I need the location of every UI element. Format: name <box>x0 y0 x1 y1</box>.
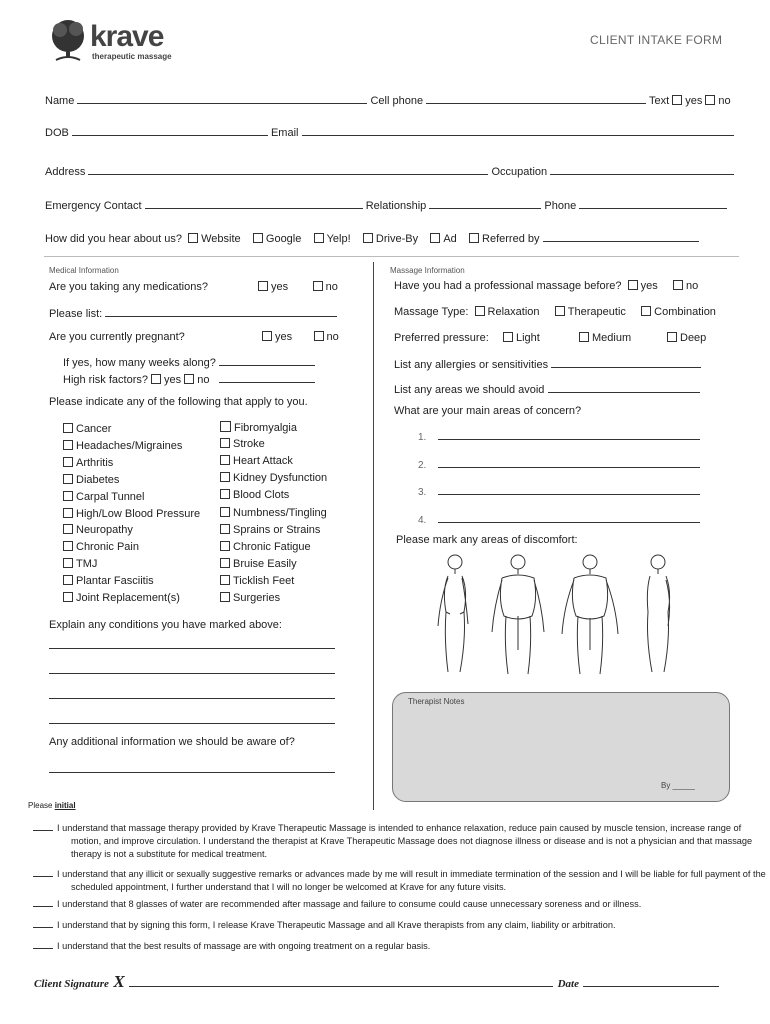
email-label: Email <box>270 127 299 139</box>
medications-list-input[interactable] <box>105 306 337 317</box>
condition-checkbox[interactable] <box>220 541 230 551</box>
text-yes-label: yes <box>685 95 703 107</box>
condition-item[interactable] <box>63 508 200 520</box>
concern-number: 1. <box>418 432 427 443</box>
concern-number: 2. <box>418 459 427 471</box>
type-relaxation-label: Relaxation <box>487 306 540 318</box>
condition-checkbox[interactable] <box>63 440 73 450</box>
explain-line[interactable] <box>49 638 335 649</box>
condition-checkbox[interactable] <box>220 558 230 568</box>
condition-label: Surgeries <box>233 592 281 604</box>
professional-no-checkbox[interactable] <box>673 280 683 290</box>
type-therapeutic-label: Therapeutic <box>567 306 626 318</box>
please-list-row <box>49 306 337 320</box>
weeks-input[interactable] <box>219 355 315 366</box>
condition-checkbox[interactable] <box>220 507 230 517</box>
referral-google-checkbox[interactable] <box>253 233 263 243</box>
high-risk-yes-checkbox[interactable] <box>151 374 161 384</box>
condition-checkbox[interactable] <box>220 455 230 465</box>
referral-driveby-label: Drive-By <box>375 233 419 245</box>
dob-label: DOB <box>45 127 69 139</box>
pressure-label: Preferred pressure: <box>394 332 489 344</box>
condition-item[interactable] <box>220 592 280 604</box>
condition-item[interactable] <box>63 592 180 604</box>
condition-item[interactable] <box>63 423 111 435</box>
explain-line[interactable] <box>49 713 335 724</box>
pressure-light-checkbox[interactable] <box>503 332 513 342</box>
referral-question: How did you hear about us? <box>45 233 182 245</box>
explain-lines <box>49 638 335 724</box>
condition-label: Chronic Fatigue <box>233 540 311 553</box>
referral-website-label: Website <box>201 233 241 245</box>
pregnant-no-checkbox[interactable] <box>314 331 324 341</box>
pressure-medium-label: Medium <box>592 332 632 344</box>
referral-driveby-checkbox[interactable] <box>363 233 373 243</box>
condition-item[interactable] <box>220 575 294 587</box>
condition-item[interactable] <box>220 489 289 501</box>
referral-yelp-checkbox[interactable] <box>314 233 324 243</box>
high-risk-label: High risk factors? <box>63 374 148 386</box>
condition-item[interactable] <box>63 440 182 452</box>
initial-input[interactable] <box>33 919 53 928</box>
pregnant-question: Are you currently pregnant? <box>49 331 185 343</box>
condition-label: Plantar Fasciitis <box>76 575 154 588</box>
condition-checkbox[interactable] <box>63 575 73 585</box>
medications-yes-label: yes <box>271 281 289 293</box>
high-risk-input[interactable] <box>219 372 315 383</box>
text-no-checkbox[interactable] <box>705 95 715 105</box>
condition-checkbox[interactable] <box>220 472 230 482</box>
name-input[interactable] <box>77 93 367 104</box>
initial-input[interactable] <box>33 822 53 831</box>
text-label: Text <box>648 95 670 107</box>
initial-item <box>33 868 770 894</box>
condition-label: TMJ <box>76 558 98 571</box>
condition-label: Joint Replacement(s) <box>76 592 180 604</box>
concern-number: 3. <box>418 487 427 499</box>
condition-label: Chronic Pain <box>76 541 139 554</box>
address-row <box>45 164 734 178</box>
date-label: Date <box>557 978 579 990</box>
referred-by-input[interactable] <box>543 231 699 242</box>
medications-yes-checkbox[interactable] <box>258 281 268 291</box>
medications-question: Are you taking any medications? <box>49 281 208 293</box>
pressure-deep-checkbox[interactable] <box>667 332 677 342</box>
relationship-input[interactable] <box>429 198 541 209</box>
condition-checkbox[interactable] <box>63 541 73 551</box>
avoid-input[interactable] <box>548 382 700 393</box>
discomfort-label: Please mark any areas of discomfort: <box>396 534 578 546</box>
condition-label: Cancer <box>76 423 112 435</box>
weeks-row <box>63 355 315 369</box>
allergies-input[interactable] <box>551 357 701 368</box>
condition-checkbox[interactable] <box>63 508 73 518</box>
condition-item[interactable] <box>63 524 133 536</box>
pregnant-yes-label: yes <box>275 331 293 343</box>
condition-checkbox[interactable] <box>220 421 231 432</box>
condition-item[interactable] <box>63 575 154 587</box>
condition-checkbox[interactable] <box>63 423 73 433</box>
occupation-input[interactable] <box>550 164 734 175</box>
condition-label: High/Low Blood Pressure <box>76 507 201 520</box>
condition-checkbox[interactable] <box>220 524 230 534</box>
concern-input[interactable] <box>438 457 700 468</box>
initial-text: I understand that massage therapy provided by Krave Therapeutic Massage is intended to enhance relaxation, reduce pain caused by muscle tension, increase range of motion, and improve circulation. I understand the therapist at Krave Therapeutic Massage does not diagnose illness or disease and is not a physician and that massage therapy is not a substitute for medical treatment. <box>57 823 753 859</box>
high-risk-no-label: no <box>197 374 210 386</box>
additional-info-input[interactable] <box>49 762 335 773</box>
name-row <box>45 93 731 107</box>
condition-checkbox[interactable] <box>220 575 230 585</box>
concern-item <box>418 512 700 526</box>
explain-line[interactable] <box>49 688 335 699</box>
concern-item <box>418 484 700 498</box>
condition-item[interactable] <box>220 558 297 570</box>
name-label: Name <box>45 95 75 107</box>
referral-website-checkbox[interactable] <box>188 233 198 243</box>
dob-row <box>45 125 734 139</box>
medical-section-label: Medical Information <box>49 266 119 275</box>
massage-section-label: Massage Information <box>390 266 465 275</box>
condition-checkbox[interactable] <box>63 524 73 534</box>
condition-label: Numbness/Tingling <box>233 506 327 519</box>
initial-text: I understand that any illicit or sexually suggestive remarks or advances made by me will result in immediate termination of the session and I will be liable for full payment of the scheduled appointment, I further understand that I will no longer be welcomed at Krave for any future visits. <box>57 869 766 892</box>
allergies-row <box>394 357 701 371</box>
condition-label: Bruise Easily <box>233 557 297 570</box>
condition-label: Fibromyalgia <box>234 422 297 434</box>
massage-type-label: Massage Type: <box>394 306 469 318</box>
condition-checkbox[interactable] <box>63 457 73 467</box>
condition-checkbox[interactable] <box>220 438 230 448</box>
address-label: Address <box>45 166 86 178</box>
avoid-label: List any areas we should avoid <box>394 384 545 396</box>
initial-text: I understand that 8 glasses of water are recommended after massage and failure to consume could cause unnecessary soreness and or illness. <box>57 899 642 909</box>
concern-input[interactable] <box>438 484 700 495</box>
pressure-medium-checkbox[interactable] <box>579 332 589 342</box>
condition-item[interactable] <box>63 474 119 486</box>
section-divider <box>44 256 739 257</box>
condition-label: Ticklish Feet <box>233 574 295 587</box>
text-no-label: no <box>718 95 731 107</box>
column-divider <box>373 262 374 810</box>
relationship-label: Relationship <box>365 200 427 212</box>
explain-line[interactable] <box>49 663 335 674</box>
pregnant-no-label: no <box>326 331 339 343</box>
weeks-label: If yes, how many weeks along? <box>63 357 216 369</box>
phone-input[interactable] <box>579 198 727 209</box>
initial-text: I understand that the best results of massage are with ongoing treatment on a regular basis. <box>57 941 431 951</box>
condition-item[interactable] <box>63 541 139 553</box>
concern-item <box>418 457 700 471</box>
address-input[interactable] <box>88 164 488 175</box>
massage-type-row <box>394 306 716 318</box>
phone-label: Phone <box>544 200 577 212</box>
pressure-deep <box>667 332 706 344</box>
condition-label: Blood Clots <box>233 489 290 502</box>
condition-label: Carpal Tunnel <box>76 490 145 503</box>
initial-input[interactable] <box>33 868 53 877</box>
condition-label: Neuropathy <box>76 524 133 537</box>
form-title: CLIENT INTAKE FORM <box>590 33 723 47</box>
condition-checkbox[interactable] <box>220 592 230 602</box>
logo <box>46 14 186 66</box>
initial-item <box>33 919 770 932</box>
initial-text: I understand that by signing this form, I release Krave Therapeutic Massage and all Krave therapists from any claim, liability or arbitration. <box>57 920 616 930</box>
medications-options <box>258 281 338 293</box>
initial-item <box>33 822 770 861</box>
cell-phone-input[interactable] <box>426 93 646 104</box>
therapist-notes-box[interactable] <box>392 692 730 802</box>
dob-input[interactable] <box>72 125 268 136</box>
pregnant-yes-checkbox[interactable] <box>262 331 272 341</box>
condition-item[interactable] <box>220 472 327 484</box>
please-list-label: Please list: <box>49 308 103 320</box>
condition-label: Arthritis <box>76 456 114 469</box>
initial-heading-prefix: Please <box>28 801 55 810</box>
logo-text: krave <box>90 20 164 53</box>
condition-item[interactable] <box>220 421 297 434</box>
additional-info-label: Any additional information we should be aware of? <box>49 736 295 748</box>
condition-item[interactable] <box>220 541 311 553</box>
professional-yes-label: yes <box>640 280 658 292</box>
medications-no-checkbox[interactable] <box>313 281 323 291</box>
cell-phone-label: Cell phone <box>370 95 424 107</box>
condition-label: Diabetes <box>76 473 120 486</box>
high-risk-no-checkbox[interactable] <box>184 374 194 384</box>
referral-row <box>45 231 699 245</box>
referral-ad-checkbox[interactable] <box>430 233 440 243</box>
referral-ad-label: Ad <box>443 233 457 245</box>
pregnant-options <box>262 331 339 343</box>
initial-item <box>33 940 770 953</box>
condition-item[interactable] <box>63 491 145 503</box>
initial-input[interactable] <box>33 898 53 907</box>
pressure-deep-label: Deep <box>680 332 707 344</box>
explain-label: Explain any conditions you have marked above: <box>49 619 282 631</box>
condition-label: Kidney Dysfunction <box>233 472 328 485</box>
condition-label: Heart Attack <box>233 455 293 468</box>
condition-item[interactable] <box>220 438 265 450</box>
high-risk-row <box>63 372 315 386</box>
pressure-medium <box>579 332 631 344</box>
type-relaxation-checkbox[interactable] <box>475 306 485 316</box>
condition-label: Sprains or Strains <box>233 523 321 536</box>
high-risk-yes-label: yes <box>164 374 182 386</box>
professional-no-label: no <box>686 280 699 292</box>
emergency-contact-label: Emergency Contact <box>45 200 142 212</box>
medications-no-label: no <box>325 281 338 293</box>
concern-label: What are your main areas of concern? <box>394 405 582 417</box>
condition-item[interactable] <box>220 455 293 467</box>
initial-heading <box>28 801 76 810</box>
type-therapeutic-checkbox[interactable] <box>555 306 565 316</box>
therapist-by-label: By _____ <box>661 781 695 790</box>
condition-label: Stroke <box>233 438 265 451</box>
emergency-row <box>45 198 727 212</box>
initial-item <box>33 898 770 911</box>
allergies-label: List any allergies or sensitivities <box>394 359 549 371</box>
referral-google-label: Google <box>265 233 302 245</box>
condition-checkbox[interactable] <box>63 474 73 484</box>
condition-checkbox[interactable] <box>63 558 73 568</box>
concern-input[interactable] <box>438 429 700 440</box>
text-yes-checkbox[interactable] <box>672 95 682 105</box>
body-diagram-icon[interactable] <box>410 550 700 678</box>
signature-input[interactable] <box>129 976 553 987</box>
condition-label: Headaches/Migraines <box>76 439 183 452</box>
avoid-row <box>394 382 700 396</box>
condition-checkbox[interactable] <box>63 592 73 602</box>
professional-row <box>394 280 698 292</box>
therapist-notes-label: Therapist Notes <box>408 697 465 706</box>
signature-label: Client Signature <box>34 978 109 990</box>
concern-number: 4. <box>418 514 427 526</box>
condition-item[interactable] <box>220 524 320 536</box>
type-combination-checkbox[interactable] <box>641 306 651 316</box>
logo-subtext: therapeutic massage <box>92 52 172 61</box>
referral-referred-label: Referred by <box>482 233 540 245</box>
indicate-instructions: Please indicate any of the following that apply to you. <box>49 396 308 408</box>
condition-item[interactable] <box>63 457 113 469</box>
emergency-contact-input[interactable] <box>145 198 363 209</box>
concern-input[interactable] <box>438 512 700 523</box>
signature-row <box>34 972 719 992</box>
condition-checkbox[interactable] <box>63 491 73 501</box>
initial-input[interactable] <box>33 940 53 949</box>
condition-item[interactable] <box>63 558 97 570</box>
initial-heading-word: initial <box>54 801 76 810</box>
referral-referred-checkbox[interactable] <box>469 233 479 243</box>
concern-item <box>418 429 700 443</box>
condition-checkbox[interactable] <box>220 489 230 499</box>
pressure-light <box>503 332 540 344</box>
referral-yelp-label: Yelp! <box>326 233 351 245</box>
type-combination-label: Combination <box>654 306 716 318</box>
pressure-light-label: Light <box>516 332 540 344</box>
professional-yes-checkbox[interactable] <box>628 280 638 290</box>
condition-item[interactable] <box>220 507 327 519</box>
professional-question: Have you had a professional massage before? <box>394 280 622 292</box>
occupation-label: Occupation <box>491 166 548 178</box>
date-input[interactable] <box>583 976 719 987</box>
email-input[interactable] <box>302 125 734 136</box>
signature-x: X <box>113 972 125 991</box>
